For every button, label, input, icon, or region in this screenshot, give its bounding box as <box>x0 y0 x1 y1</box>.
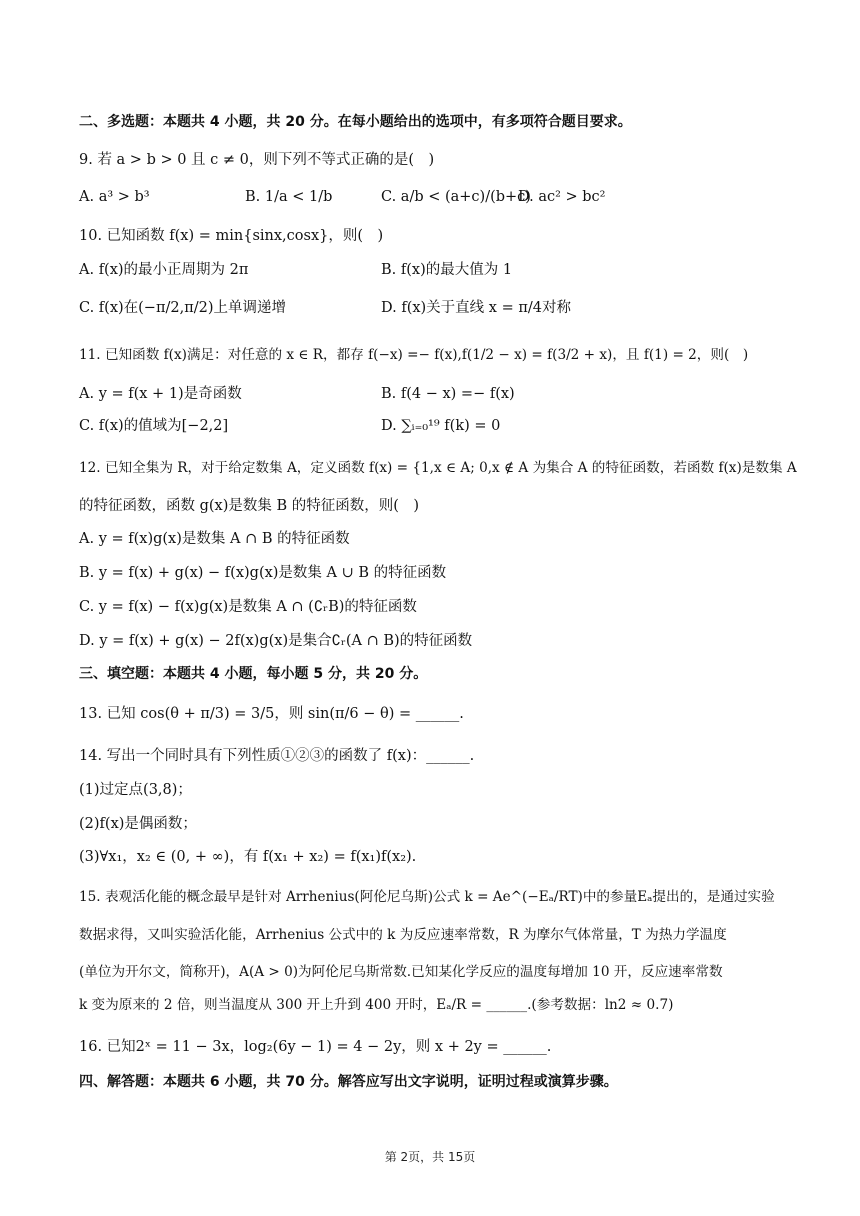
q15-line4: k 变为原来的 2 倍，则当温度从 300 开上升到 400 开时，Eₐ/R = ______.(参考数据：ln2 ≈ 0.7) <box>79 997 674 1013</box>
q11-option-c: C. f(x)的值域为[−2,2] <box>79 418 229 434</box>
q14-stem: 14. 写出一个同时具有下列性质①②③的函数了 f(x)：______. <box>79 748 475 764</box>
section3-heading: 三、填空题：本题共 4 小题，每小题 5 分，共 20 分。 <box>79 666 428 682</box>
q9-option-d: D. ac² > bc² <box>518 189 606 205</box>
q15-line2: 数据求得，又叫实验活化能，Arrhenius 公式中的 k 为反应速率常数，R 为摩尔气体常量，T 为热力学温度 <box>79 927 727 943</box>
q12-option-b: B. y = f(x) + g(x) − f(x)g(x)是数集 A ∪ B 的特征函数 <box>79 565 447 581</box>
q12-stem-line1: 12. 已知全集为 R，对于给定数集 A，定义函数 f(x) = {1,x ∈ A; 0,x ∉ A 为集合 A 的特征函数，若函数 f(x)是数集 A <box>79 460 797 476</box>
section4-heading: 四、解答题：本题共 6 小题，共 70 分。解答应写出文字说明，证明过程或演算步骤。 <box>79 1074 618 1090</box>
q14-property-3: (3)∀x₁，x₂ ∈ (0, + ∞)，有 f(x₁ + x₂) = f(x₁)f(x₂). <box>79 849 417 865</box>
q15-line3: (单位为开尔文，简称开)，A(A > 0)为阿伦尼乌斯常数.已知某化学反应的温度每增加 10 开，反应速率常数 <box>79 964 723 980</box>
q11-option-b: B. f(4 − x) =− f(x) <box>381 386 515 402</box>
q9-option-b: B. 1/a < 1/b <box>245 189 333 205</box>
q11-stem: 11. 已知函数 f(x)满足：对任意的 x ∈ R，都存 f(−x) =− f(x),f(1/2 − x) = f(3/2 + x)，且 f(1) = 2，则( ) <box>79 347 749 363</box>
q11-option-d: D. ∑ᵢ₌₀¹⁹ f(k) = 0 <box>381 418 501 434</box>
page-footer: 第 2页，共 15页 <box>384 1150 476 1164</box>
q11-option-a: A. y = f(x + 1)是奇函数 <box>79 386 242 402</box>
q9-option-a: A. a³ > b³ <box>79 189 150 205</box>
q13: 13. 已知 cos(θ + π/3) = 3/5，则 sin(π/6 − θ) = ______. <box>79 706 464 722</box>
q9-option-c: C. a/b < (a+c)/(b+c) <box>381 189 531 205</box>
q10-option-d: D. f(x)关于直线 x = π/4对称 <box>381 300 571 316</box>
q14-property-1: (1)过定点(3,8)； <box>79 782 192 798</box>
q10-option-b: B. f(x)的最大值为 1 <box>381 262 513 278</box>
q12-option-a: A. y = f(x)g(x)是数集 A ∩ B 的特征函数 <box>79 531 350 547</box>
q10-stem: 10. 已知函数 f(x) = min{sinx,cosx}，则( ) <box>79 228 384 244</box>
q12-option-c: C. y = f(x) − f(x)g(x)是数集 A ∩ (∁ᵣB)的特征函数 <box>79 599 417 615</box>
q16: 16. 已知2ˣ = 11 − 3x，log₂(6y − 1) = 4 − 2y，则 x + 2y = ______. <box>79 1039 552 1055</box>
q15-line1: 15. 表观活化能的概念最早是针对 Arrhenius(阿伦尼乌斯)公式 k = Ae^(−Eₐ/RT)中的参量Eₐ提出的，是通过实验 <box>79 889 775 905</box>
section2-heading: 二、多选题：本题共 4 小题，共 20 分。在每小题给出的选项中，有多项符合题目要求。 <box>79 114 632 130</box>
q14-property-2: (2)f(x)是偶函数； <box>79 816 197 832</box>
q12-option-d: D. y = f(x) + g(x) − 2f(x)g(x)是集合∁ᵣ(A ∩ B)的特征函数 <box>79 633 473 649</box>
q10-option-a: A. f(x)的最小正周期为 2π <box>79 262 249 278</box>
q10-option-c: C. f(x)在(−π/2,π/2)上单调递增 <box>79 300 287 316</box>
q12-stem-line2: 的特征函数，函数 g(x)是数集 B 的特征函数，则( ) <box>79 498 420 514</box>
q9-stem: 9. 若 a > b > 0 且 c ≠ 0，则下列不等式正确的是( ) <box>79 152 435 168</box>
